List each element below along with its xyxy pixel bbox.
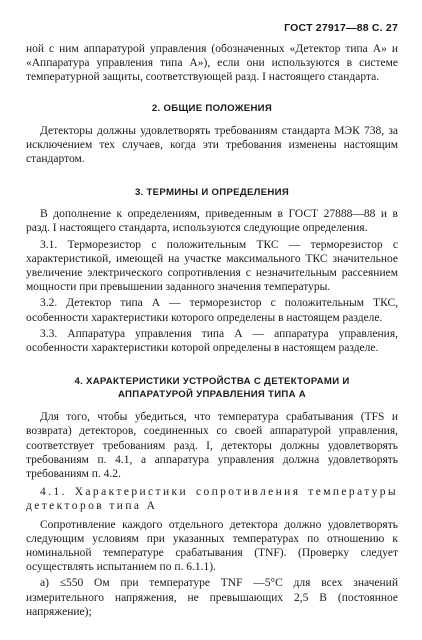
item-a: а) ≤550 Ом при температуре TNF —5°С для всех значений измерительного напряжения, не превышающих 2,5 В (постоянное напряжение);	[26, 577, 398, 618]
clause-4-1-title: 4.1. Характеристики сопротивления температуры детекторов типа А	[26, 486, 398, 513]
definition-3-3: 3.3. Аппаратура управления типа А — аппаратура управления, особенности характеристики которой определены в настоящем разделе.	[26, 327, 398, 355]
section-2-heading: 2. ОБЩИЕ ПОЛОЖЕНИЯ	[151, 102, 273, 114]
definition-3-2: 3.2. Детектор типа А — терморезистор с положительным ТКС, особенности характеристики которого определены в настоящем разделе.	[26, 297, 398, 324]
section-4-intro: Для того, чтобы убедиться, что температура срабатывания (TFS и возврата) детекторов, соединенных со своей аппаратурой управления, соответствует требованиям разд. I, детекторы должны удовлетворять требованиям п. 4.1, а аппаратура управления должна удовлетворять требованиям п. 4.2.	[26, 411, 398, 481]
section-4-heading-line-2: АППАРАТУРОЙ УПРАВЛЕНИЯ ТИПА А	[117, 389, 307, 401]
section-3-intro: В дополнение к определениям, приведенным в ГОСТ 27888—88 и в разд. I настоящего стандарта, используются следующие определения.	[26, 208, 398, 235]
section-4-heading	[26, 375, 398, 401]
section-2-paragraph: Детекторы должны удовлетворять требованиям стандарта МЭК 738, за исключением тех случаев, когда эти требования изменены настоящим стандартом.	[26, 124, 398, 166]
definition-3-1: 3.1. Терморезистор с положительным ТКС — терморезистор с характеристикой, имеющей на участке максимального ТКС значительное увеличение электрического сопротивления с незначительным рассеянием мощности при превышении заданного значения температуры.	[26, 238, 398, 294]
section-4-heading-line-1: 4. ХАРАКТЕРИСТИКИ УСТРОЙСТВА С ДЕТЕКТОРАМИ И	[74, 376, 350, 388]
document-body	[26, 42, 398, 619]
page-header: ГОСТ 27917—88 С. 27	[284, 22, 398, 34]
intro-paragraph: ной с ним аппаратурой управления (обозначенных «Детектор типа А» и «Аппаратура управления типа А»), если они используются в системе температурной защиты, соответствующей разд. I настоящего стандарта.	[26, 43, 398, 84]
clause-4-1-paragraph: Сопротивление каждого отдельного детектора должно удовлетворять следующим условиям при указанных температурах по отношению к номинальной температуре срабатывания (TNF). (Проверку следует осуществлять испытанием по п. 6.1.1).	[26, 518, 398, 574]
section-3-heading: 3. ТЕРМИНЫ И ОПРЕДЕЛЕНИЯ	[134, 187, 290, 199]
